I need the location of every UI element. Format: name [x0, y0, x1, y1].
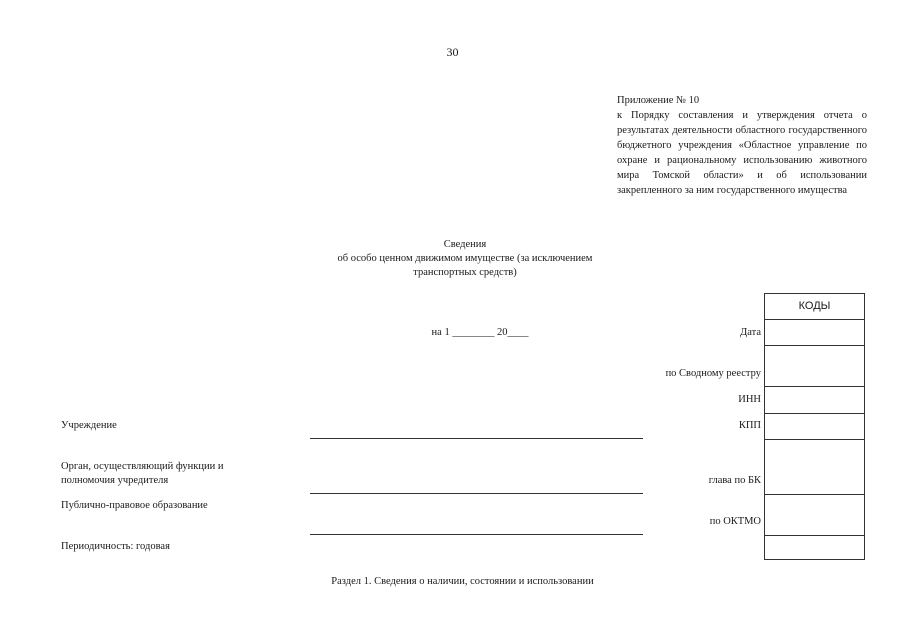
heading-line-1: Сведения [443, 239, 487, 250]
appendix-body: к Порядку составления и утверждения отчета о результатах деятельности областного государственного бюджетного учреждения «Областное управление по охране и рациональному использованию животного мира Томской области» и об использовании закрепленного за ним государственного имущества [617, 110, 867, 196]
code-label-date: Дата [740, 327, 761, 338]
section-title: Раздел 1. Сведения о наличии, состоянии и использовании [331, 576, 594, 587]
code-cell-inn[interactable] [765, 386, 864, 413]
code-cell-kpp[interactable] [765, 413, 864, 439]
code-label-kpp: КПП [738, 420, 761, 431]
appendix-note [617, 93, 867, 198]
municipality-underline [310, 534, 643, 535]
code-cell-extra[interactable] [765, 535, 864, 559]
periodicity-label: Периодичность: годовая [61, 541, 170, 552]
report-date-line: на 1 ________ 20____ [431, 327, 529, 338]
page-number: 30 [446, 45, 459, 59]
heading-line-3: транспортных средств) [413, 267, 517, 278]
institution-underline [310, 438, 643, 439]
codes-table [764, 293, 865, 560]
document-heading [300, 238, 630, 280]
code-cell-bk[interactable] [765, 439, 864, 494]
founder-label-line-2: полномочия учредителя [61, 475, 169, 486]
institution-label: Учреждение [61, 420, 117, 431]
founder-label-line-1: Орган, осуществляющий функции и [61, 461, 224, 472]
heading-line-2: об особо ценном движимом имуществе (за исключением [337, 253, 593, 264]
appendix-title: Приложение № 10 [617, 95, 700, 106]
code-label-inn: ИНН [738, 394, 761, 405]
code-label-bk: глава по БК [708, 475, 761, 486]
code-label-oktmo: по ОКТМО [709, 516, 761, 527]
code-cell-register[interactable] [765, 345, 864, 386]
codes-header: КОДЫ [798, 300, 831, 312]
founder-underline [310, 493, 643, 494]
code-cell-date[interactable] [765, 319, 864, 345]
municipality-label: Публично-правовое образование [61, 500, 208, 511]
code-cell-oktmo[interactable] [765, 494, 864, 535]
code-label-register: по Сводному реестру [665, 368, 761, 379]
